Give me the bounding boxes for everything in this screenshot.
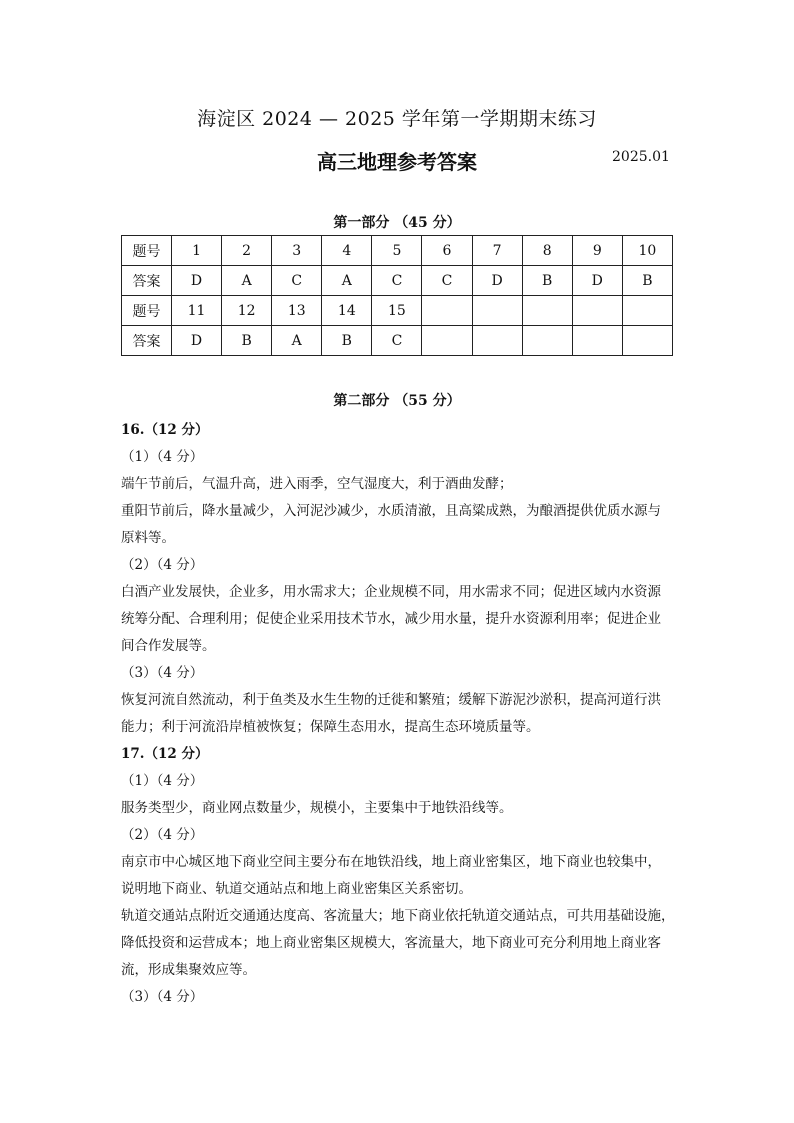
answer-line: 流，形成集聚效应等。 [121, 962, 256, 978]
answer-cell: D [572, 266, 622, 296]
answer-cell [472, 326, 522, 356]
subquestion-heading: （2）（4 分） [121, 557, 204, 573]
question-number-cell: 7 [472, 236, 522, 266]
answer-cell: D [472, 266, 522, 296]
answer-text-body [121, 417, 681, 1011]
question-number-cell: 14 [322, 296, 372, 326]
question-number-cell: 4 [322, 236, 372, 266]
answer-cell: D [172, 266, 222, 296]
answer-line: 能力；利于河流沿岸植被恢复；保障生态用水，提高生态环境质量等。 [121, 719, 540, 735]
answer-line: 统筹分配、合理利用；促使企业采用技术节水，减少用水量，提升水资源利用率；促进企业 [121, 611, 661, 627]
answer-cell: A [272, 326, 322, 356]
row-label-answer: 答案 [122, 326, 172, 356]
part1-heading: 第一部分 （45 分） [333, 215, 461, 231]
question-16-heading: 16.（12 分） [121, 422, 209, 438]
subquestion-heading: （1）（4 分） [121, 773, 204, 789]
question-number-cell: 2 [222, 236, 272, 266]
answer-line: 原料等。 [121, 530, 175, 546]
question-number-cell: 9 [572, 236, 622, 266]
table-row-questions-1 [122, 236, 673, 266]
answer-line: 服务类型少，商业网点数量少，规模小，主要集中于地铁沿线等。 [121, 800, 513, 816]
part2-heading: 第二部分 （55 分） [333, 393, 461, 409]
question-number-cell [572, 296, 622, 326]
document-date: 2025.01 [612, 149, 670, 165]
row-label-answer: 答案 [122, 266, 172, 296]
question-number-cell: 11 [172, 296, 222, 326]
question-number-cell: 6 [422, 236, 472, 266]
answer-cell: C [372, 266, 422, 296]
question-number-cell: 8 [522, 236, 572, 266]
answer-cell [622, 326, 672, 356]
answer-line: 端午节前后，气温升高，进入雨季，空气湿度大，利于酒曲发酵； [121, 476, 513, 492]
question-number-cell: 1 [172, 236, 222, 266]
answer-table [121, 235, 673, 356]
answer-cell [572, 326, 622, 356]
answer-cell: B [522, 266, 572, 296]
subquestion-heading: （1）（4 分） [121, 449, 204, 465]
question-number-cell [472, 296, 522, 326]
answer-cell: A [222, 266, 272, 296]
question-number-cell: 10 [622, 236, 672, 266]
table-row-answers-1 [122, 266, 673, 296]
answer-cell: D [172, 326, 222, 356]
question-number-cell: 3 [272, 236, 322, 266]
question-number-cell [522, 296, 572, 326]
answer-cell: B [322, 326, 372, 356]
subquestion-heading: （2）（4 分） [121, 827, 204, 843]
answer-cell: C [372, 326, 422, 356]
row-label-question: 题号 [122, 236, 172, 266]
answer-cell [522, 326, 572, 356]
answer-cell: B [222, 326, 272, 356]
answer-cell: A [322, 266, 372, 296]
answer-cell: B [622, 266, 672, 296]
question-number-cell [622, 296, 672, 326]
answer-line: 恢复河流自然流动，利于鱼类及水生生物的迁徙和繁殖；缓解下游泥沙淤积，提高河道行洪 [121, 692, 661, 708]
table-row-answers-2 [122, 326, 673, 356]
question-number-cell: 5 [372, 236, 422, 266]
answer-line: 重阳节前后，降水量减少，入河泥沙减少，水质清澈，且高粱成熟，为酿酒提供优质水源与 [121, 503, 661, 519]
subquestion-heading: （3）（4 分） [121, 989, 204, 1005]
answer-cell [422, 326, 472, 356]
answer-cell: C [422, 266, 472, 296]
answer-cell: C [272, 266, 322, 296]
exam-title: 海淀区 2024 — 2025 学年第一学期期末练习 [197, 108, 597, 130]
table-row-questions-2 [122, 296, 673, 326]
answer-line: 南京市中心城区地下商业空间主要分布在地铁沿线，地上商业密集区，地下商业也较集中， [121, 854, 661, 870]
document-subtitle: 高三地理参考答案 [317, 150, 477, 174]
question-number-cell: 13 [272, 296, 322, 326]
question-number-cell: 15 [372, 296, 422, 326]
subquestion-heading: （3）（4 分） [121, 665, 204, 681]
answer-line: 间合作发展等。 [121, 638, 216, 654]
answer-line: 说明地下商业、轨道交通站点和地上商业密集区关系密切。 [121, 881, 472, 897]
question-number-cell: 12 [222, 296, 272, 326]
answer-line: 白酒产业发展快，企业多，用水需求大；企业规模不同，用水需求不同；促进区域内水资源 [121, 584, 661, 600]
row-label-question: 题号 [122, 296, 172, 326]
question-17-heading: 17.（12 分） [121, 746, 209, 762]
answer-line: 降低投资和运营成本；地上商业密集区规模大，客流量大，地下商业可充分利用地上商业客 [121, 935, 661, 951]
answer-line: 轨道交通站点附近交通通达度高、客流量大；地下商业依托轨道交通站点，可共用基础设施， [121, 908, 675, 924]
question-number-cell [422, 296, 472, 326]
